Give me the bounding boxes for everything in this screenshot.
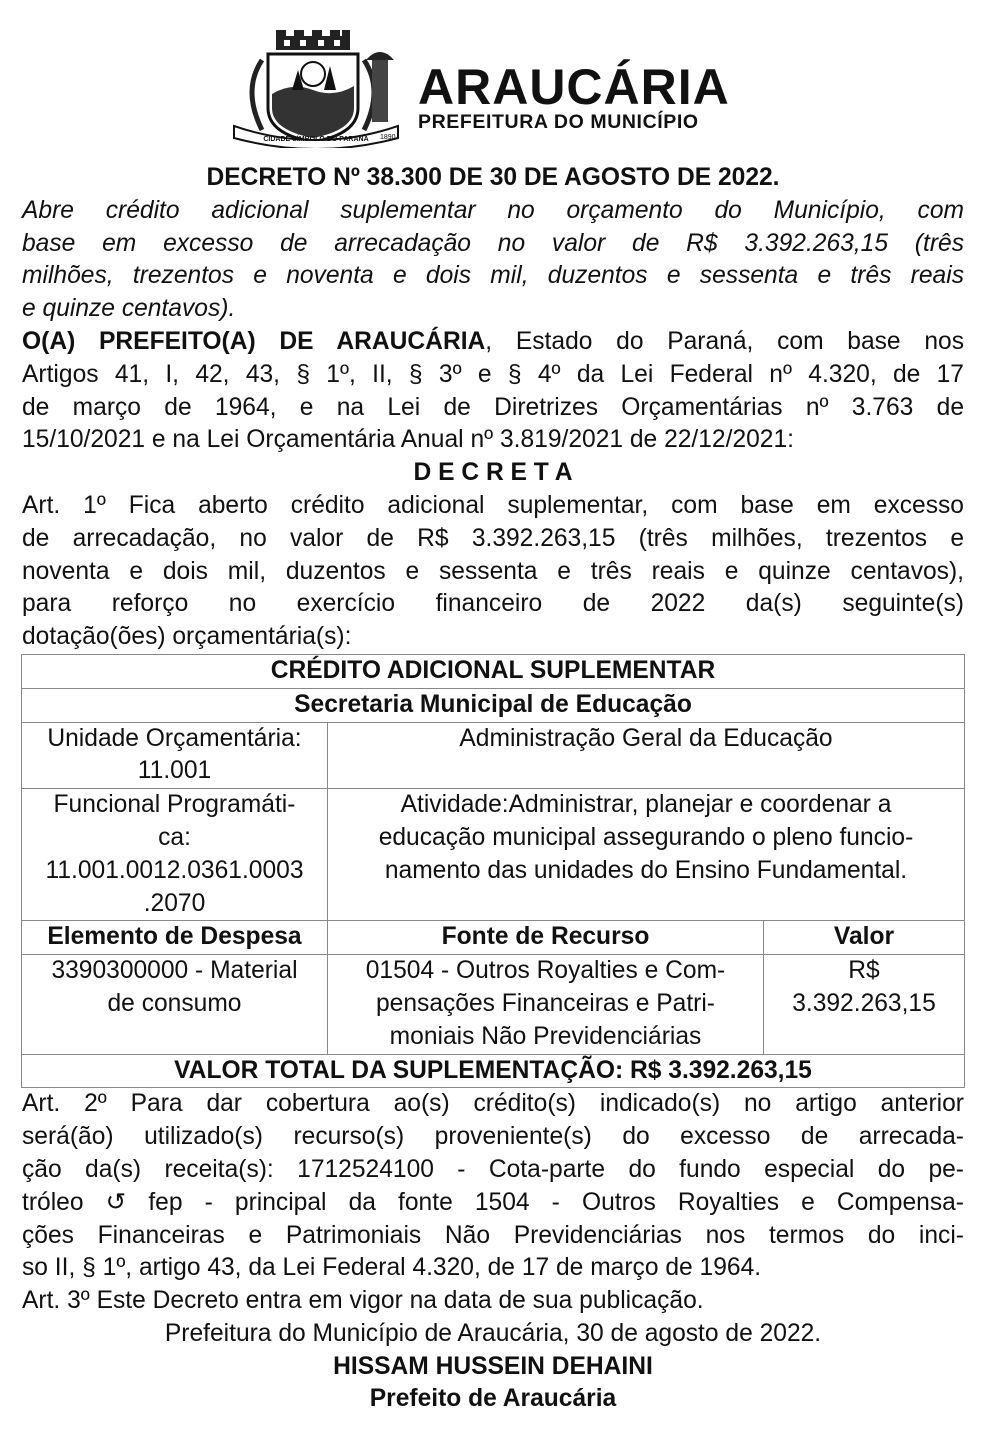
article-2: Art. 2º Para dar cobertura ao(s) crédito(s) indicado(s) no artigo anterior será(ão) utilizado(s) recurso(s) proveniente(s) do excesso de arrecada- ção da(s) receita(s): 1712524100 - Cota-parte do fundo especial do pe- tróleo ↺ fep - principal da fonte 1504 - Outros Royalties e Compensa- ções Financeiras e Patrimoniais Não Previdenciárias nos termos do inci- so II, § 1º, artigo 43, da Lei Federal 4.320, de 17 de março de 1964.: [22, 1090, 964, 1282]
funcional-label: Funcional Programáti- ca: 11.001.0012.0361.0003 .2070: [22, 789, 328, 921]
header: [0, 22, 988, 147]
unidade-value: Administração Geral da Educação: [328, 722, 965, 789]
col-header-elemento: Elemento de Despesa: [22, 921, 328, 955]
unidade-label: Unidade Orçamentária: 11.001: [22, 722, 328, 789]
decree-title: DECRETO Nº 38.300 DE 30 DE AGOSTO DE 2022.: [206, 164, 780, 191]
place-date: Prefeitura do Município de Araucária, 30 de agosto de 2022.: [164, 1319, 822, 1347]
col-header-fonte: Fonte de Recurso: [328, 921, 764, 955]
decreta-heading: D E C R E T A: [413, 459, 573, 487]
table-row: [22, 789, 965, 921]
table-secretaria: Secretaria Municipal de Educação: [22, 688, 965, 722]
table-heading: CRÉDITO ADICIONAL SUPLEMENTAR: [22, 654, 965, 688]
brand: [418, 59, 730, 133]
table-total: VALOR TOTAL DA SUPLEMENTAÇÃO: R$ 3.392.263,15: [22, 1054, 965, 1088]
article-3: Art. 3º Este Decreto entra em vigor na data de sua publicação.: [22, 1287, 704, 1315]
table-header-row: [22, 921, 965, 955]
cell-fonte: 01504 - Outros Royalties e Com- pensações Financeiras e Patri- moniais Não Previdenciárias: [328, 955, 764, 1054]
table-row: [22, 722, 965, 789]
seal-year: 1890: [380, 134, 396, 141]
article-1: Art. 1º Fica aberto crédito adicional suplementar, com base em excesso de arrecadação, no valor de R$ 3.392.263,15 (três milhões, trezentos e noventa e dois mil, duzentos e sessenta e três reais e quinze centavos), para reforço no exercício financeiro de 2022 da(s) seguinte(s) dotação(ões) orçamentária(s):: [22, 491, 964, 651]
brand-subtitle: PREFEITURA DO MUNICÍPIO: [418, 111, 699, 133]
col-header-valor: Valor: [764, 921, 965, 955]
credit-table: [21, 654, 965, 1088]
preamble: O(A) PREFEITO(A) DE ARAUCÁRIA, Estado do Paraná, com base nos Artigos 41, I, 42, 43, § 1º, II, § 3º e § 4º da Lei Federal nº 4.320, de 17 de março de 1964, e na Lei de Diretrizes Orçamentárias nº 3.763 de 15/10/2021 e na Lei Orçamentária Anual nº 3.819/2021 de 22/12/2021:: [22, 327, 964, 454]
cell-valor: R$ 3.392.263,15: [764, 955, 965, 1054]
funcional-value: Atividade:Administrar, planejar e coordenar a educação municipal assegurando o pleno funcio- namento das unidades do Ensino Fundamental.: [328, 789, 965, 921]
cell-elemento: 3390300000 - Material de consumo: [22, 955, 328, 1054]
decree-summary: Abre crédito adicional suplementar no orçamento do Município, com base em excesso de arrecadação no valor de R$ 3.392.263,15 (três milhões, trezentos e noventa e dois mil, duzentos e sessenta e três reais e quinze centavos).: [22, 196, 964, 323]
decree-body: [22, 162, 964, 1416]
preamble-authority: O(A) PREFEITO(A) DE ARAUCÁRIA: [22, 327, 486, 355]
signer-role: Prefeito de Araucária: [369, 1385, 617, 1413]
table-row: [22, 955, 965, 1054]
municipal-coat-of-arms-icon: [232, 30, 400, 148]
seal-ribbon-text: CIDADE SÍMBOLO DO PARANÁ: [263, 136, 369, 143]
brand-name: ARAUCÁRIA: [418, 59, 730, 115]
signer-name: HISSAM HUSSEIN DEHAINI: [333, 1352, 653, 1380]
